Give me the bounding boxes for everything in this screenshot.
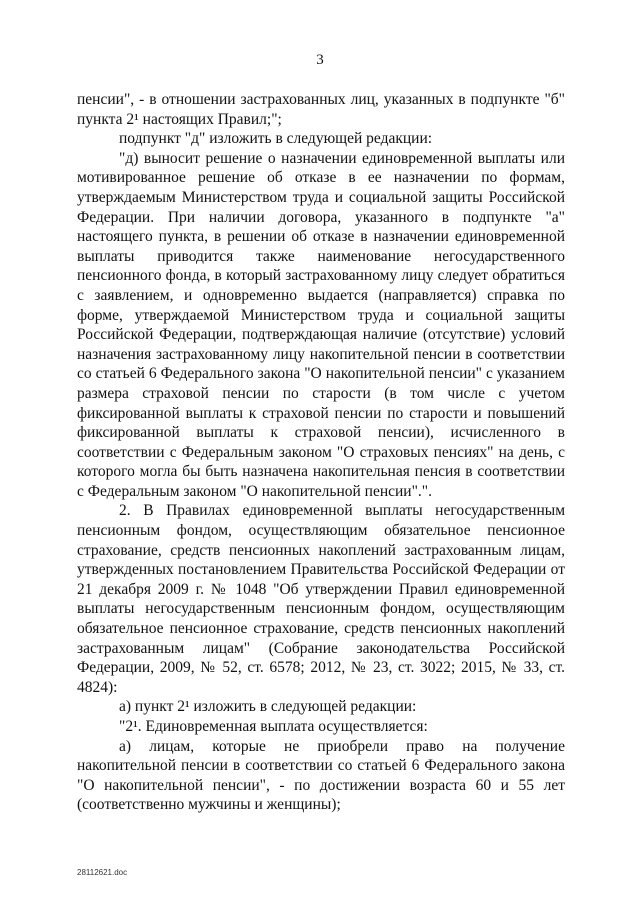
paragraph-2: подпункт "д" изложить в следующей редакции: xyxy=(119,130,433,148)
page-number: 3 xyxy=(316,52,324,68)
paragraph-5: а) пункт 2¹ изложить в следующей редакции: xyxy=(119,698,417,716)
paragraph-4: 2. В Правилах единовременной выплаты негосударственным пенсионным фондом, осуществляющим обязательное пенсионное страхование, средств пенсионных накоплений застрахованным лицам, утвержденных постановлением Правительства Российской Федерации от 21 декабря 2009 г. № 1048 "Об утверждении Правил единовременной выплаты негосударственным пенсионным фондом, осуществляющим обязательное пенсионное страхование, средств пенсионных накоплений застрахованным лицам" (Собрание законодательства Российской Федерации, 2009, № 52, ст. 6578; 2012, № 23, ст. 3022; 2015, № 33, ст. 4824): xyxy=(77,502,565,696)
paragraph-6: "2¹. Единовременная выплата осуществляется: xyxy=(119,718,428,735)
document-body xyxy=(77,90,565,815)
paragraph-3: "д) выносит решение о назначении единовременной выплаты или мотивированное решение об отказе в ее назначении по формам, утверждаемым Министерством труда и социальной защиты Российской Федерации. При наличии договора, указанного в подпункте "а" настоящего пункта, в решении об отказе в назначении единовременной выплаты приводится также наименование негосударственного пенсионного фонда, в который застрахованному лицу следует обратиться с заявлением, и одновременно выдается (направляется) справка по форме, утверждаемой Министерством труда и социальной защиты Российской Федерации, подтверждающая наличие (отсутствие) условий назначения застрахованному лицу накопительной пенсии в соответствии со статьей 6 Федерального закона "О накопительной пенсии" с указанием размера страховой пенсии по старости (в том числе с учетом фиксированной выплаты к страховой пенсии по старости и повышений фиксированной выплаты к страховой пенсии), исчисленного в соответствии с Федеральным законом "О страховых пенсиях" на день, с которого могла бы быть назначена накопительная пенсия в соответствии с Федеральным законом "О накопительной пенсии".". xyxy=(77,149,565,500)
paragraph-1: пенсии", - в отношении застрахованных лиц, указанных в подпункте "б" пункта 2¹ настоящих Правил;"; xyxy=(77,91,565,128)
paragraph-7: а) лицам, которые не приобрели право на получение накопительной пенсии в соответствии со статьей 6 Федерального закона "О накопительной пенсии", - по достижении возраста 60 и 55 лет (соответственно мужчины и женщины); xyxy=(77,737,565,814)
footer-file-code: 28112621.doc xyxy=(77,868,128,877)
